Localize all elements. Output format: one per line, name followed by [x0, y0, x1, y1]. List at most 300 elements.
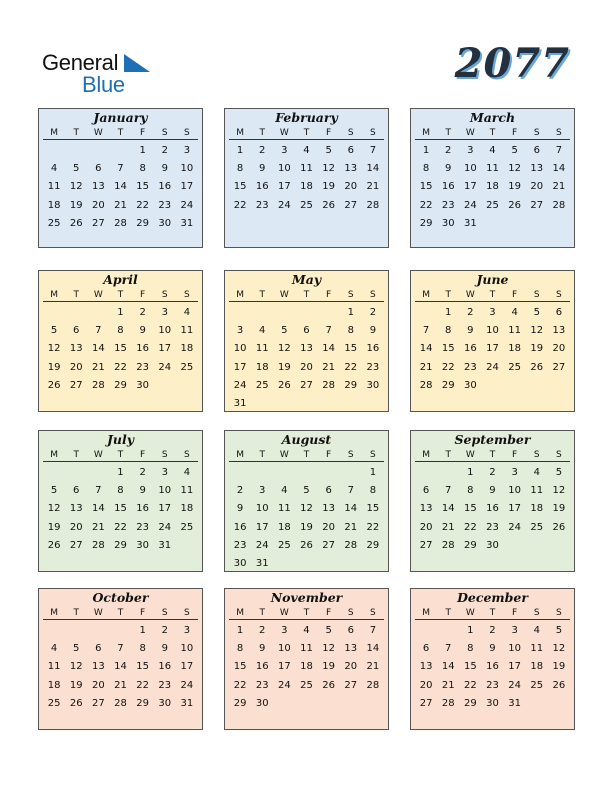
- day-cell: 23: [486, 679, 499, 691]
- day-cell: 14: [91, 503, 105, 515]
- weekday-label: F: [140, 290, 146, 300]
- weekday-label: T: [259, 290, 265, 300]
- day-cell: 15: [114, 343, 127, 355]
- weekday-label: T: [445, 290, 451, 300]
- day-cell: 26: [322, 679, 335, 691]
- day-cell: 29: [136, 697, 149, 709]
- day-cell: 26: [277, 379, 291, 391]
- day-cell: 13: [344, 163, 358, 175]
- day-cell: 7: [422, 325, 430, 337]
- day-cell: 22: [114, 521, 127, 533]
- day-cell: 4: [303, 145, 310, 156]
- day-cell: 23: [233, 539, 247, 551]
- day-cell: 25: [47, 697, 61, 709]
- day-cell: 30: [233, 557, 247, 569]
- day-grid: [43, 304, 198, 395]
- day-cell: 11: [508, 325, 521, 337]
- day-cell: 31: [508, 697, 521, 709]
- day-cell: 5: [303, 485, 310, 497]
- day-cell: 13: [91, 661, 105, 673]
- day-cell: 5: [325, 145, 332, 156]
- day-cell: 26: [322, 199, 335, 211]
- day-cell: 10: [255, 503, 269, 515]
- day-cell: 4: [489, 145, 496, 156]
- day-cell: 28: [366, 199, 380, 211]
- day-cell: 19: [552, 661, 566, 673]
- day-cell: 10: [486, 325, 499, 337]
- day-cell: 30: [158, 217, 172, 229]
- day-cell: 28: [114, 217, 127, 229]
- month-september: [410, 430, 575, 572]
- day-cell: 27: [552, 361, 566, 373]
- weekday-label: T: [445, 450, 451, 460]
- day-cell: 6: [422, 485, 430, 497]
- day-cell: 27: [322, 539, 335, 551]
- day-empty: [415, 622, 437, 640]
- day-cell: 21: [552, 181, 566, 193]
- weekday-label: F: [512, 128, 518, 138]
- day-cell: 24: [158, 361, 172, 373]
- day-cell: 17: [180, 181, 194, 193]
- weekday-header: [229, 448, 384, 462]
- day-cell: 24: [486, 361, 499, 373]
- day-cell: 26: [47, 379, 61, 391]
- day-cell: 28: [114, 697, 127, 709]
- day-cell: 10: [180, 163, 194, 175]
- day-cell: 2: [161, 145, 168, 156]
- day-cell: 16: [158, 181, 172, 193]
- day-cell: 6: [347, 145, 354, 156]
- day-empty: [65, 142, 87, 160]
- day-cell: 14: [114, 661, 127, 673]
- day-cell: 3: [259, 485, 266, 497]
- day-cell: 10: [158, 325, 172, 337]
- day-cell: 1: [467, 467, 474, 478]
- day-cell: 21: [366, 181, 380, 193]
- weekday-header: [415, 288, 570, 302]
- day-cell: 20: [91, 199, 105, 211]
- day-empty: [273, 464, 295, 482]
- day-cell: 23: [136, 361, 149, 373]
- day-cell: 18: [300, 181, 313, 193]
- day-cell: 24: [277, 199, 291, 211]
- day-cell: 22: [463, 679, 477, 691]
- day-cell: 31: [158, 539, 172, 551]
- day-cell: 4: [303, 625, 310, 636]
- day-cell: 18: [255, 361, 269, 373]
- day-cell: 2: [259, 625, 266, 636]
- day-cell: 24: [233, 379, 247, 391]
- month-may: [224, 270, 389, 412]
- day-cell: 4: [533, 467, 540, 478]
- day-cell: 23: [158, 679, 172, 691]
- day-cell: 16: [486, 661, 499, 673]
- weekday-label: F: [326, 128, 332, 138]
- day-cell: 12: [300, 503, 313, 515]
- weekday-label: T: [117, 290, 124, 300]
- weekday-label: T: [73, 450, 79, 460]
- day-cell: 28: [322, 379, 335, 391]
- day-cell: 13: [300, 343, 313, 355]
- day-cell: 30: [158, 697, 172, 709]
- day-cell: 9: [369, 325, 377, 337]
- day-cell: 19: [552, 503, 566, 515]
- day-cell: 9: [161, 163, 168, 175]
- day-cell: 25: [277, 539, 291, 551]
- day-cell: 1: [117, 467, 124, 478]
- day-empty: [87, 304, 109, 322]
- day-cell: 21: [114, 679, 127, 691]
- day-cell: 21: [322, 361, 335, 373]
- day-cell: 8: [236, 643, 244, 655]
- day-cell: 1: [139, 625, 146, 636]
- day-cell: 15: [136, 181, 149, 193]
- weekday-label: F: [140, 608, 146, 618]
- day-cell: 28: [91, 379, 105, 391]
- weekday-label: W: [465, 290, 475, 300]
- day-cell: 10: [277, 163, 291, 175]
- weekday-label: T: [489, 608, 496, 618]
- day-cell: 10: [508, 485, 521, 497]
- weekday-header: [415, 448, 570, 462]
- day-cell: 7: [555, 145, 563, 156]
- day-cell: 27: [344, 679, 358, 691]
- day-empty: [229, 464, 251, 482]
- day-cell: 30: [136, 539, 149, 551]
- weekday-label: T: [303, 608, 310, 618]
- day-cell: 16: [255, 661, 269, 673]
- day-empty: [295, 464, 317, 482]
- day-cell: 18: [47, 679, 61, 691]
- day-cell: 2: [259, 145, 266, 156]
- day-cell: 21: [441, 679, 455, 691]
- day-cell: 7: [117, 643, 124, 655]
- day-cell: 25: [486, 199, 499, 211]
- day-cell: 17: [277, 181, 291, 193]
- day-cell: 25: [508, 361, 521, 373]
- month-title: March: [469, 110, 516, 125]
- day-empty: [437, 464, 459, 482]
- weekday-label: S: [184, 450, 190, 460]
- weekday-label: S: [347, 608, 354, 618]
- day-cell: 28: [419, 379, 433, 391]
- day-cell: 22: [344, 361, 358, 373]
- weekday-label: T: [303, 290, 310, 300]
- day-cell: 8: [422, 163, 430, 175]
- day-cell: 9: [445, 163, 452, 175]
- day-cell: 26: [69, 697, 83, 709]
- day-cell: 25: [180, 521, 194, 533]
- weekday-label: T: [117, 450, 124, 460]
- day-cell: 20: [419, 521, 433, 533]
- day-cell: 15: [463, 503, 477, 515]
- weekday-label: T: [73, 128, 79, 138]
- day-cell: 21: [91, 521, 105, 533]
- day-cell: 20: [91, 679, 105, 691]
- day-cell: 3: [281, 625, 288, 636]
- day-cell: 12: [69, 661, 83, 673]
- month-title: February: [275, 110, 338, 125]
- day-cell: 29: [441, 379, 455, 391]
- weekday-label: T: [117, 608, 124, 618]
- day-cell: 17: [508, 503, 521, 515]
- weekday-label: W: [465, 608, 475, 618]
- day-cell: 7: [325, 325, 332, 337]
- day-cell: 5: [511, 145, 518, 156]
- day-cell: 31: [233, 397, 247, 409]
- day-cell: 3: [183, 145, 191, 156]
- weekday-label: M: [50, 608, 58, 618]
- day-cell: 16: [136, 503, 149, 515]
- day-cell: 20: [552, 343, 566, 355]
- day-cell: 8: [369, 485, 377, 497]
- month-title: August: [281, 432, 332, 447]
- day-cell: 10: [180, 643, 194, 655]
- day-cell: 1: [236, 625, 244, 636]
- weekday-header: [43, 448, 198, 462]
- day-cell: 2: [445, 145, 452, 156]
- day-cell: 1: [347, 307, 354, 318]
- day-cell: 2: [369, 307, 377, 318]
- day-cell: 8: [445, 325, 452, 337]
- day-cell: 31: [180, 697, 194, 709]
- day-cell: 23: [255, 199, 269, 211]
- day-cell: 30: [486, 697, 499, 709]
- day-cell: 11: [300, 163, 313, 175]
- weekday-label: S: [161, 128, 168, 138]
- weekday-label: S: [370, 290, 376, 300]
- weekday-header: [43, 288, 198, 302]
- day-cell: 16: [158, 661, 172, 673]
- day-cell: 4: [50, 163, 58, 175]
- day-cell: 11: [277, 503, 291, 515]
- weekday-label: S: [347, 450, 354, 460]
- day-cell: 26: [552, 521, 566, 533]
- day-cell: 4: [281, 485, 288, 497]
- day-cell: 18: [530, 503, 544, 515]
- day-cell: 10: [233, 343, 247, 355]
- weekday-label: T: [489, 290, 496, 300]
- day-empty: [65, 622, 87, 640]
- day-cell: 19: [530, 343, 544, 355]
- day-cell: 29: [114, 539, 127, 551]
- day-empty: [437, 622, 459, 640]
- weekday-label: F: [140, 128, 146, 138]
- weekday-label: T: [489, 128, 496, 138]
- weekday-header: [415, 126, 570, 140]
- weekday-label: S: [556, 608, 562, 618]
- day-cell: 4: [511, 307, 518, 318]
- day-cell: 26: [47, 539, 61, 551]
- day-cell: 3: [281, 145, 288, 156]
- day-cell: 25: [180, 361, 194, 373]
- day-cell: 14: [366, 163, 380, 175]
- weekday-label: M: [236, 450, 244, 460]
- day-cell: 1: [117, 307, 124, 318]
- day-cell: 11: [47, 661, 61, 673]
- weekday-label: S: [533, 128, 540, 138]
- day-cell: 9: [236, 503, 244, 515]
- day-cell: 13: [322, 503, 335, 515]
- weekday-label: T: [117, 128, 124, 138]
- day-cell: 24: [158, 521, 172, 533]
- day-cell: 15: [344, 343, 358, 355]
- day-empty: [415, 464, 437, 482]
- day-cell: 11: [180, 485, 194, 497]
- day-cell: 29: [463, 539, 477, 551]
- weekday-label: F: [326, 290, 332, 300]
- day-cell: 25: [530, 679, 544, 691]
- day-cell: 15: [233, 661, 247, 673]
- day-cell: 23: [463, 361, 477, 373]
- weekday-label: W: [93, 608, 103, 618]
- weekday-label: M: [236, 608, 244, 618]
- day-cell: 21: [91, 361, 105, 373]
- day-cell: 6: [73, 325, 80, 337]
- day-cell: 16: [366, 343, 380, 355]
- day-cell: 29: [419, 217, 433, 229]
- day-cell: 6: [95, 643, 102, 655]
- day-cell: 14: [552, 163, 566, 175]
- weekday-label: S: [347, 128, 354, 138]
- day-cell: 27: [91, 697, 105, 709]
- month-january: [38, 108, 203, 248]
- day-cell: 8: [139, 163, 146, 175]
- day-cell: 12: [552, 643, 566, 655]
- day-cell: 13: [530, 163, 544, 175]
- day-cell: 20: [69, 521, 83, 533]
- day-cell: 27: [419, 697, 433, 709]
- day-grid: [43, 622, 198, 713]
- day-grid: [415, 304, 570, 395]
- day-cell: 15: [441, 343, 455, 355]
- day-cell: 21: [419, 361, 433, 373]
- day-cell: 3: [467, 145, 474, 156]
- day-cell: 17: [277, 661, 291, 673]
- day-cell: 7: [347, 485, 354, 497]
- day-cell: 1: [422, 145, 430, 156]
- weekday-label: S: [161, 608, 168, 618]
- day-cell: 5: [325, 625, 332, 636]
- day-cell: 16: [463, 343, 477, 355]
- weekday-label: F: [326, 450, 332, 460]
- weekday-label: T: [259, 128, 265, 138]
- month-june: [410, 270, 575, 412]
- weekday-label: W: [279, 450, 289, 460]
- day-empty: [109, 142, 131, 160]
- day-cell: 27: [300, 379, 313, 391]
- day-cell: 6: [422, 643, 430, 655]
- day-cell: 12: [277, 343, 291, 355]
- day-cell: 14: [441, 661, 455, 673]
- day-cell: 23: [441, 199, 455, 211]
- day-cell: 30: [463, 379, 477, 391]
- weekday-label: F: [140, 450, 146, 460]
- day-cell: 9: [467, 325, 474, 337]
- day-empty: [318, 464, 340, 482]
- day-cell: 28: [552, 199, 566, 211]
- day-empty: [251, 304, 273, 322]
- day-cell: 7: [445, 485, 452, 497]
- day-grid: [43, 142, 198, 233]
- day-cell: 11: [180, 325, 194, 337]
- weekday-header: [229, 288, 384, 302]
- weekday-header: [415, 606, 570, 620]
- day-cell: 23: [255, 679, 269, 691]
- weekday-label: M: [236, 290, 244, 300]
- day-cell: 24: [180, 679, 194, 691]
- day-cell: 13: [69, 343, 83, 355]
- weekday-label: W: [465, 128, 475, 138]
- day-cell: 10: [463, 163, 477, 175]
- month-november: [224, 588, 389, 730]
- day-cell: 22: [441, 361, 455, 373]
- day-cell: 29: [136, 217, 149, 229]
- day-cell: 25: [300, 679, 313, 691]
- day-cell: 3: [161, 307, 168, 318]
- day-cell: 14: [366, 643, 380, 655]
- day-cell: 5: [50, 485, 58, 497]
- day-cell: 19: [322, 181, 335, 193]
- weekday-label: S: [370, 608, 376, 618]
- month-december: [410, 588, 575, 730]
- day-empty: [251, 464, 273, 482]
- day-cell: 4: [183, 467, 191, 478]
- day-cell: 1: [467, 625, 474, 636]
- day-empty: [87, 464, 109, 482]
- day-cell: 5: [73, 163, 80, 175]
- day-cell: 27: [419, 539, 433, 551]
- day-cell: 16: [441, 181, 455, 193]
- day-cell: 7: [445, 643, 452, 655]
- weekday-label: S: [556, 450, 562, 460]
- day-empty: [415, 304, 437, 322]
- day-cell: 15: [366, 503, 380, 515]
- weekday-label: M: [422, 450, 430, 460]
- day-cell: 3: [489, 307, 496, 318]
- day-cell: 4: [533, 625, 540, 636]
- weekday-header: [43, 606, 198, 620]
- day-cell: 18: [530, 661, 544, 673]
- day-cell: 19: [69, 199, 83, 211]
- day-cell: 19: [322, 661, 335, 673]
- day-cell: 7: [369, 145, 377, 156]
- day-cell: 29: [366, 539, 380, 551]
- day-cell: 12: [530, 325, 544, 337]
- day-cell: 14: [114, 181, 127, 193]
- day-cell: 19: [47, 521, 61, 533]
- day-cell: 30: [255, 697, 269, 709]
- day-cell: 20: [300, 361, 313, 373]
- calendar-grid: [38, 108, 576, 730]
- day-cell: 14: [441, 503, 455, 515]
- day-empty: [65, 464, 87, 482]
- weekday-label: T: [445, 608, 451, 618]
- month-april: [38, 270, 203, 412]
- day-cell: 8: [236, 163, 244, 175]
- day-cell: 29: [344, 379, 358, 391]
- day-cell: 17: [508, 661, 521, 673]
- day-empty: [87, 622, 109, 640]
- weekday-label: W: [279, 128, 289, 138]
- day-cell: 17: [233, 361, 247, 373]
- brand-triangle-icon: [124, 54, 150, 72]
- day-empty: [43, 304, 65, 322]
- day-empty: [273, 304, 295, 322]
- day-empty: [43, 142, 65, 160]
- weekday-label: W: [465, 450, 475, 460]
- day-cell: 6: [347, 625, 354, 636]
